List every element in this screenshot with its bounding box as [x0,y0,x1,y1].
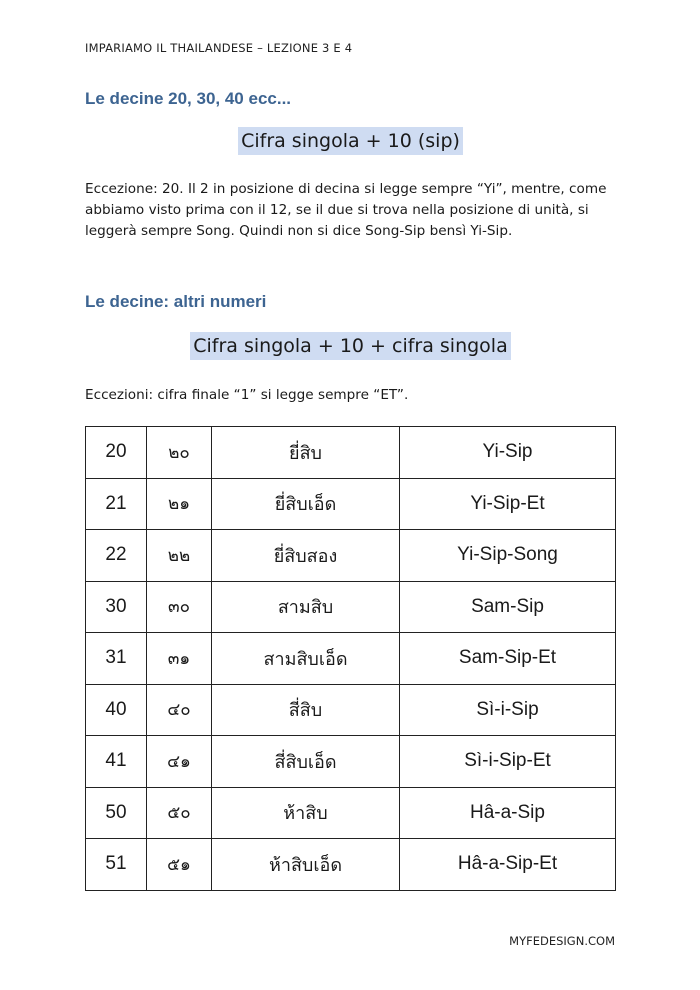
arabic-number-cell: 31 [86,633,147,685]
section-heading-decine: Le decine 20, 30, 40 ecc... [85,89,292,108]
arabic-number-cell: 51 [86,839,147,891]
thai-digits-cell: ๕๐ [147,787,212,839]
table-row [86,736,616,788]
numbers-table [85,426,616,891]
table-row [86,839,616,891]
arabic-number-cell: 20 [86,427,147,479]
table-row [86,787,616,839]
table-row [86,478,616,530]
formula-highlight-altri-numeri: Cifra singola + 10 + cifra singola [190,332,510,360]
thai-digits-cell: ๓๑ [147,633,212,685]
arabic-number-cell: 21 [86,478,147,530]
transliteration-cell: Hâ-a-Sip-Et [400,839,616,891]
thai-digits-cell: ๒๒ [147,530,212,582]
thai-word-cell: สามสิบเอ็ด [212,633,400,685]
formula-highlight-decine: Cifra singola + 10 (sip) [238,127,463,155]
thai-digits-cell: ๒๐ [147,427,212,479]
table-row [86,530,616,582]
thai-word-cell: ห้าสิบ [212,787,400,839]
transliteration-cell: Sam-Sip [400,581,616,633]
thai-word-cell: สี่สิบเอ็ด [212,736,400,788]
exception-paragraph-20: Eccezione: 20. Il 2 in posizione di decina si legge sempre “Yi”, mentre, come abbiamo visto prima con il 12, se il due si trova nella posizione di unità, si leggerà sempre Song. Quindi non si dice Song-Sip bensì Yi-Sip. [85,181,607,239]
transliteration-cell: Yi-Sip-Song [400,530,616,582]
transliteration-cell: Sì-i-Sip-Et [400,736,616,788]
transliteration-cell: Yi-Sip-Et [400,478,616,530]
arabic-number-cell: 22 [86,530,147,582]
thai-digits-cell: ๔๐ [147,684,212,736]
thai-word-cell: สามสิบ [212,581,400,633]
table-row [86,427,616,479]
section-heading-altri-numeri: Le decine: altri numeri [85,292,267,311]
thai-digits-cell: ๔๑ [147,736,212,788]
thai-digits-cell: ๒๑ [147,478,212,530]
transliteration-cell: Yi-Sip [400,427,616,479]
transliteration-cell: Sam-Sip-Et [400,633,616,685]
thai-digits-cell: ๓๐ [147,581,212,633]
arabic-number-cell: 50 [86,787,147,839]
thai-word-cell: ยี่สิบเอ็ด [212,478,400,530]
formula-block-altri-numeri [85,332,616,360]
thai-word-cell: ห้าสิบเอ็ด [212,839,400,891]
formula-block-decine [85,127,616,155]
thai-word-cell: ยี่สิบสอง [212,530,400,582]
footer-website: MYFEDESIGN.COM [509,934,615,948]
table-row [86,581,616,633]
table-row [86,633,616,685]
thai-word-cell: สี่สิบ [212,684,400,736]
arabic-number-cell: 30 [86,581,147,633]
table-row [86,684,616,736]
arabic-number-cell: 41 [86,736,147,788]
page-header: IMPARIAMO IL THAILANDESE – LEZIONE 3 E 4 [85,41,353,55]
transliteration-cell: Hâ-a-Sip [400,787,616,839]
thai-digits-cell: ๕๑ [147,839,212,891]
exception-paragraph-et: Eccezioni: cifra finale “1” si legge sempre “ET”. [85,387,409,403]
transliteration-cell: Sì-i-Sip [400,684,616,736]
arabic-number-cell: 40 [86,684,147,736]
thai-word-cell: ยี่สิบ [212,427,400,479]
